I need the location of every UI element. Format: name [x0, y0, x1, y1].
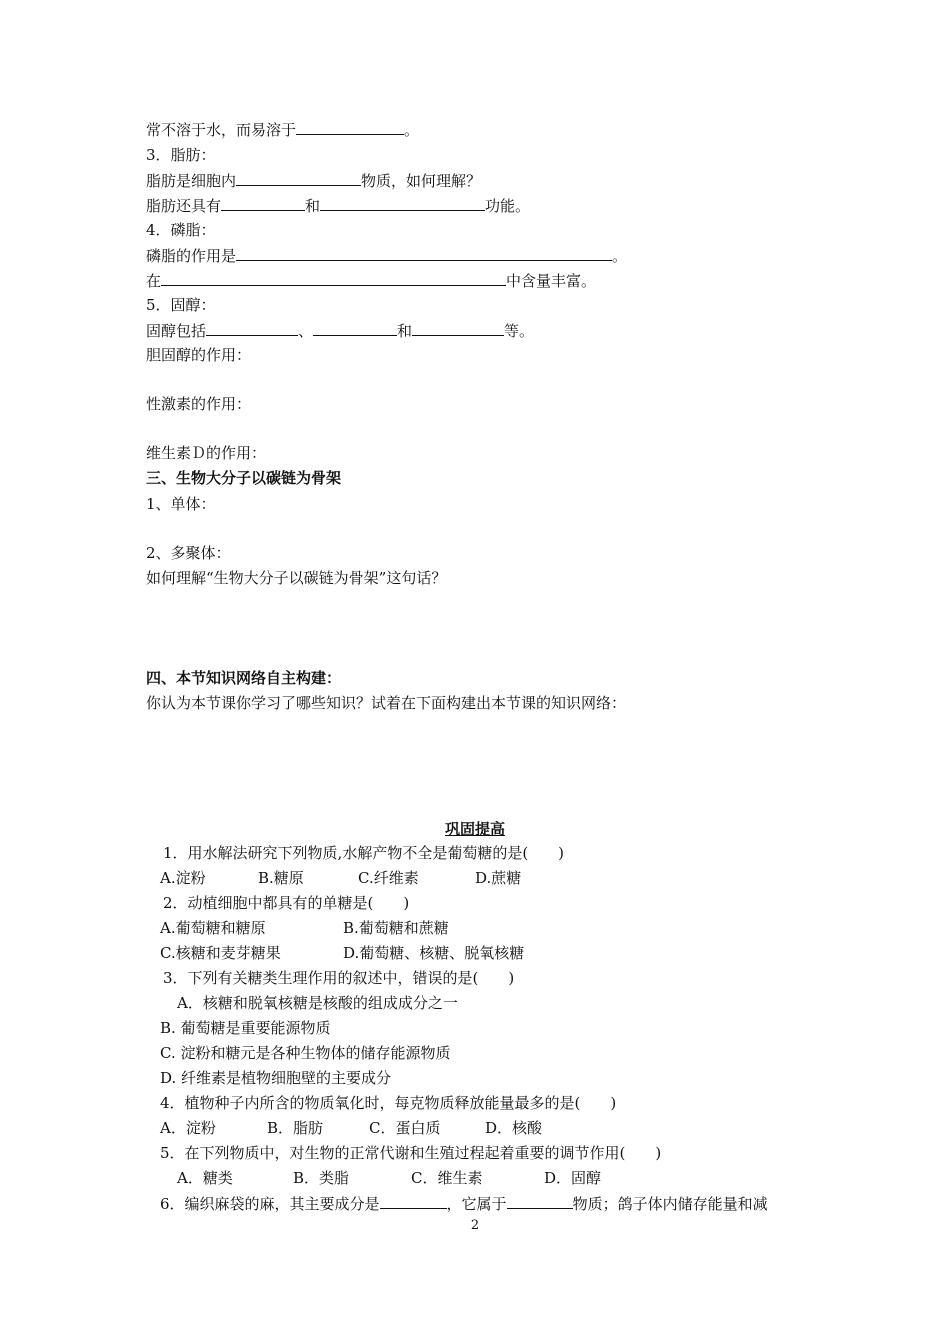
- question-3-option-b: B. 葡萄糖是重要能源物质: [160, 1019, 331, 1037]
- question-3-option-a: A．核糖和脱氧核糖是核酸的组成成分之一: [177, 994, 458, 1012]
- question-3: 3．下列有关糖类生理作用的叙述中，错误的是( ): [163, 969, 515, 987]
- text-line: 维生素Ｄ的作用：: [146, 444, 267, 462]
- question-2-options: A.葡萄糖和糖原 B.葡萄糖和蔗糖: [160, 919, 449, 937]
- text-line: 磷脂的作用是 。: [146, 247, 628, 265]
- question-6: 6．编织麻袋的麻，其主要成分是 ，它属于 物质；鸽子体内储存能量和减: [160, 1195, 768, 1213]
- text-line: 固醇包括 、 和 等。: [146, 322, 535, 340]
- text-line: 你认为本节课你学习了哪些知识？试着在下面构建出本节课的知识网络：: [146, 694, 627, 712]
- question-4-options: A．淀粉 B．脂肪 C．蛋白质 D．核酸: [160, 1119, 543, 1137]
- text-line: 在 中含量丰富。: [146, 272, 597, 290]
- section-heading-3: 三、生物大分子以碳链为骨架: [146, 469, 342, 487]
- question-4: 4．植物种子内所含的物质氧化时，每克物质释放能量最多的是( ): [160, 1094, 617, 1112]
- question-5: 5．在下列物质中，对生物的正常代谢和生殖过程起着重要的调节作用( ): [160, 1144, 662, 1162]
- section-heading-phospholipid: 4．磷脂：: [146, 221, 216, 239]
- section-heading-sterol: 5．固醇：: [146, 296, 216, 314]
- question-5-options: A．糖类 B．类脂 C．维生素 D．固醇: [177, 1169, 602, 1187]
- text-line: 1、单体：: [146, 495, 216, 513]
- question-3-option-d: D. 纤维素是植物细胞壁的主要成分: [160, 1069, 392, 1087]
- consolidation-title: 巩固提高: [444, 820, 505, 838]
- page-number: 2: [470, 1218, 480, 1233]
- section-heading-fat: 3．脂肪：: [146, 146, 216, 164]
- question-1-options: A.淀粉 B.糖原 C.纤维素 D.蔗糖: [160, 869, 522, 887]
- text-line: 胆固醇的作用：: [146, 346, 252, 364]
- text-line: 如何理解“生物大分子以碳链为骨架”这句话？: [146, 569, 447, 587]
- question-2: 2．动植细胞中都具有的单糖是( ): [163, 894, 410, 912]
- text-line: 性激素的作用：: [146, 395, 252, 413]
- text-line: 脂肪是细胞内 物质，如何理解？: [146, 172, 482, 190]
- question-2-options: C.核糖和麦芽糖果 D.葡萄糖、核糖、脱氧核糖: [160, 944, 525, 962]
- text-line: 2、多聚体：: [146, 544, 231, 562]
- text-line: 脂肪还具有 和 功能。: [146, 197, 531, 215]
- section-heading-4: 四、本节知识网络自主构建：: [146, 669, 342, 687]
- question-3-option-c: C. 淀粉和糖元是各种生物体的储存能源物质: [160, 1044, 451, 1062]
- text-line: 常不溶于水，而易溶于 。: [146, 121, 420, 139]
- question-1: 1．用水解法研究下列物质,水解产物不全是葡萄糖的是( ): [163, 844, 565, 862]
